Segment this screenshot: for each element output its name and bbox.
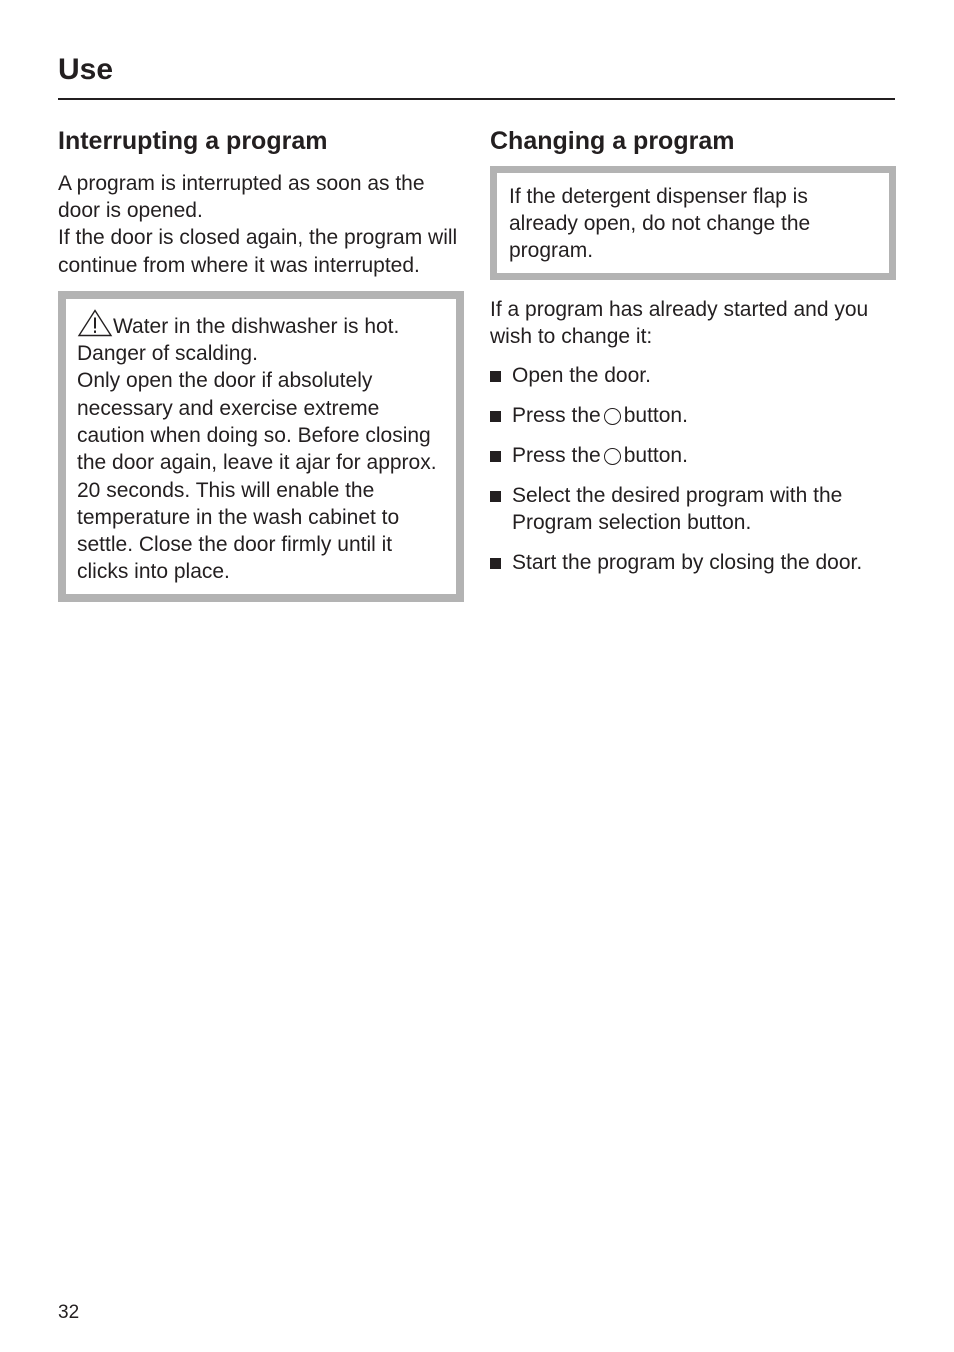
section-title: Use	[58, 53, 114, 86]
warning-line-1: Water in the dishwasher is hot.	[113, 314, 400, 338]
step-text: Start the program by closing the door.	[512, 551, 863, 575]
changing-intro: If a program has already started and you wish to change it:	[490, 298, 869, 349]
warning-line-2: Danger of scalding.	[77, 342, 258, 366]
bullet-square-icon	[490, 451, 501, 462]
changing-heading: Changing a program	[490, 127, 735, 155]
interrupting-para-1: A program is interrupted as soon as the door is opened.	[58, 172, 425, 223]
step-text-before: Press the	[512, 444, 601, 468]
list-item	[490, 549, 896, 576]
changing-column	[490, 124, 896, 589]
page-number: 32	[58, 1302, 80, 1323]
note-box	[490, 166, 896, 280]
step-text: Open the door.	[512, 364, 651, 388]
circle-button-icon	[604, 408, 621, 425]
interrupting-paragraph	[58, 170, 464, 279]
circle-button-icon	[604, 448, 621, 465]
steps-list	[490, 362, 896, 576]
list-item	[490, 402, 896, 429]
list-item	[490, 442, 896, 469]
list-item	[490, 362, 896, 389]
bullet-square-icon	[490, 411, 501, 422]
bullet-square-icon	[490, 558, 501, 569]
step-text: Select the desired program with the Program selection button.	[512, 484, 843, 535]
bullet-square-icon	[490, 371, 501, 382]
warning-box	[58, 291, 464, 602]
interrupting-column	[58, 124, 464, 602]
step-text-after: button.	[623, 444, 688, 468]
bullet-square-icon	[490, 491, 501, 502]
title-rule	[58, 98, 895, 100]
warning-triangle-icon	[77, 309, 113, 337]
step-text-after: button.	[623, 404, 688, 428]
note-text: If the detergent dispenser flap is already open, do not change the program.	[509, 185, 811, 262]
interrupting-para-2: If the door is closed again, the program will continue from where it was interrupted.	[58, 226, 458, 277]
list-item	[490, 482, 896, 536]
step-text-before: Press the	[512, 404, 601, 428]
warning-body: Only open the door if absolutely necessary and exercise extreme caution when doing so. Before closing the door again, leave it ajar for approx. 20 seconds. This will enable the temperature in the wash cabinet to settle. Close the door firmly until it clicks into place.	[77, 369, 437, 584]
interrupting-heading: Interrupting a program	[58, 127, 328, 155]
